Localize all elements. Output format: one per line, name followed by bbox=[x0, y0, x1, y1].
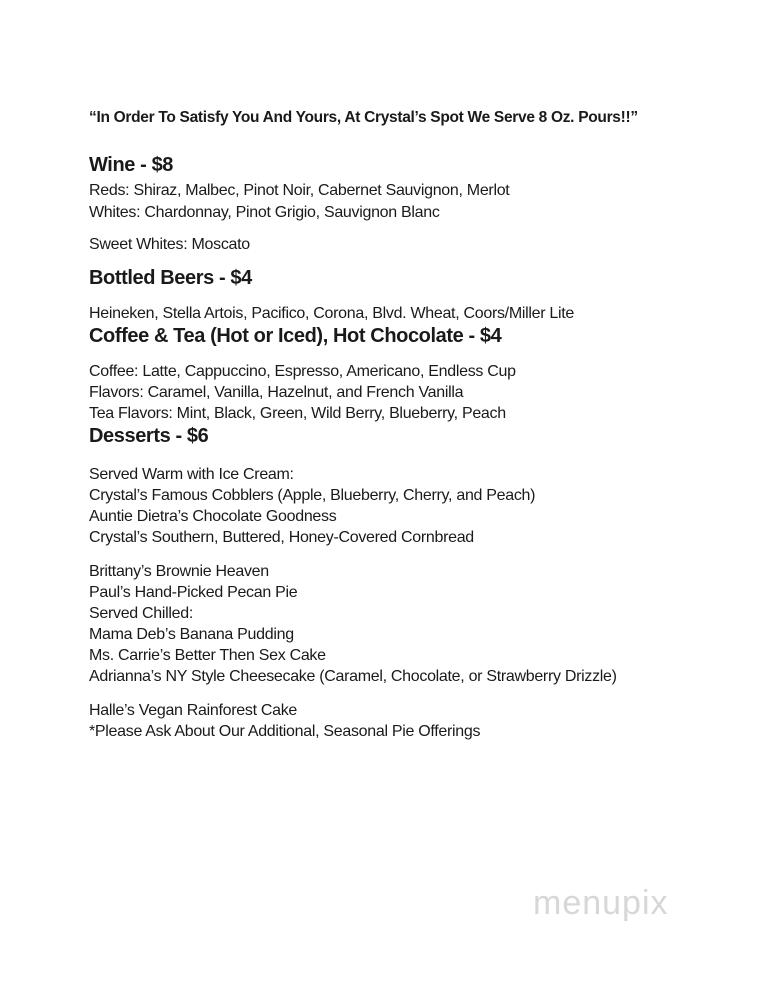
section-heading-bottled-beers: Bottled Beers - $4 bbox=[89, 267, 252, 289]
dessert-cheesecake-item: Adrianna’s NY Style Cheesecake (Caramel, Chocolate, or Strawberry Drizzle) bbox=[89, 668, 617, 685]
section-heading-coffee-tea: Coffee & Tea (Hot or Iced), Hot Chocolate - $4 bbox=[89, 325, 502, 347]
tagline: “In Order To Satisfy You And Yours, At Crystal’s Spot We Serve 8 Oz. Pours!!” bbox=[89, 109, 638, 126]
coffee-item: Coffee: Latte, Cappuccino, Espresso, Americano, Endless Cup bbox=[89, 363, 516, 380]
section-heading-desserts: Desserts - $6 bbox=[89, 425, 209, 447]
menu-content bbox=[89, 108, 740, 742]
dessert-cornbread-item: Crystal’s Southern, Buttered, Honey-Covered Cornbread bbox=[89, 529, 474, 546]
coffee-flavors-item: Flavors: Caramel, Vanilla, Hazelnut, and French Vanilla bbox=[89, 384, 464, 401]
served-chilled-label: Served Chilled: bbox=[89, 605, 194, 622]
dessert-banana-pudding-item: Mama Deb’s Banana Pudding bbox=[89, 626, 294, 643]
menupix-watermark-logo: menupix bbox=[533, 884, 669, 922]
wine-sweet-whites-item: Sweet Whites: Moscato bbox=[89, 236, 250, 253]
tea-flavors-item: Tea Flavors: Mint, Black, Green, Wild Berry, Blueberry, Peach bbox=[89, 405, 506, 422]
served-warm-label: Served Warm with Ice Cream: bbox=[89, 466, 294, 483]
dessert-sex-cake-item: Ms. Carrie’s Better Then Sex Cake bbox=[89, 647, 326, 664]
dessert-cobblers-item: Crystal’s Famous Cobblers (Apple, Blueberry, Cherry, and Peach) bbox=[89, 487, 536, 504]
bottled-beers-item: Heineken, Stella Artois, Pacifico, Corona, Blvd. Wheat, Coors/Miller Lite bbox=[89, 305, 574, 322]
wine-whites-item: Whites: Chardonnay, Pinot Grigio, Sauvignon Blanc bbox=[89, 204, 440, 221]
dessert-brownie-item: Brittany’s Brownie Heaven bbox=[89, 563, 269, 580]
dessert-chocolate-goodness-item: Auntie Dietra’s Chocolate Goodness bbox=[89, 508, 337, 525]
dessert-pecan-pie-item: Paul’s Hand-Picked Pecan Pie bbox=[89, 584, 298, 601]
wine-reds-item: Reds: Shiraz, Malbec, Pinot Noir, Cabernet Sauvignon, Merlot bbox=[89, 182, 510, 199]
dessert-rainforest-cake-item: Halle’s Vegan Rainforest Cake bbox=[89, 702, 298, 719]
seasonal-pie-note: *Please Ask About Our Additional, Seasonal Pie Offerings bbox=[89, 723, 481, 740]
section-heading-wine: Wine - $8 bbox=[89, 154, 174, 176]
